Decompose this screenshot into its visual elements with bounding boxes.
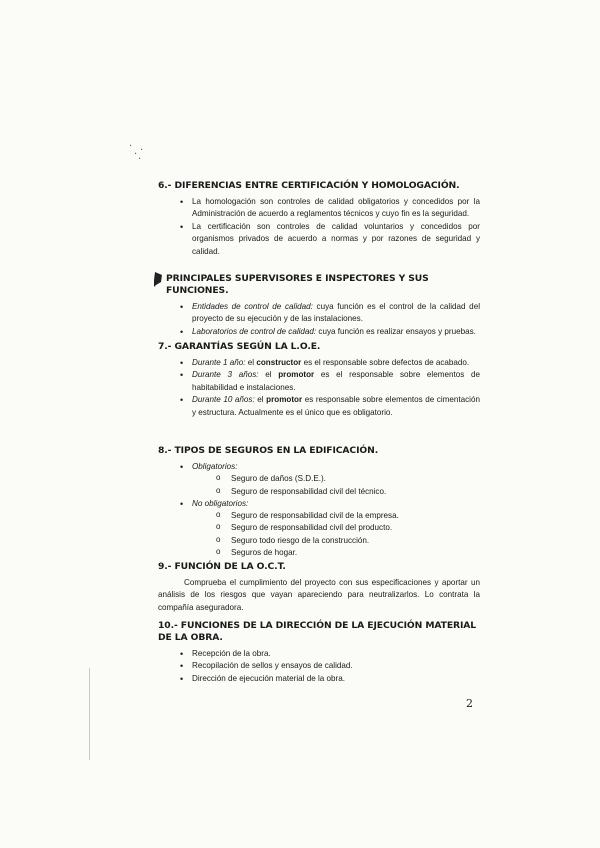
- section-9-heading: 9.- FUNCIÓN DE LA O.C.T.: [158, 561, 286, 572]
- section-supervisors-list: [158, 301, 480, 338]
- section-6-list: [158, 196, 480, 258]
- section-10-list: [158, 648, 480, 685]
- scan-speck: ·: [129, 141, 133, 152]
- section-6: [158, 180, 480, 258]
- sub-list-item: o Seguro de daños (S.D.E.).: [216, 473, 480, 485]
- sub-list-item: o Seguro todo riesgo de la construcción.: [216, 535, 480, 547]
- list-item: • La homologación son controles de calidad obligatorios y concedidos por la Administración de acuerdo a reglamentos técnicos y cuyo fin es la seguridad.: [180, 196, 480, 221]
- group-label: Obligatorios:: [192, 462, 238, 471]
- group-label: No obligatorios:: [192, 498, 249, 508]
- list-item: • Laboratorios de control de calidad: cuya función es realizar ensayos y pruebas.: [180, 326, 480, 338]
- scan-margin-line: [89, 668, 90, 760]
- list-item: • Recopilación de sellos y ensayos de calidad.: [180, 660, 480, 672]
- section-7-list: [158, 357, 480, 419]
- list-item: • Durante 1 año: el constructor es el responsable sobre defectos de acabado.: [180, 357, 480, 369]
- section-10: [158, 620, 480, 685]
- scan-speck: ·: [140, 145, 144, 156]
- page-number: 2: [466, 697, 473, 710]
- section-supervisors: [158, 273, 480, 338]
- list-item: • Dirección de ejecución material de la obra.: [180, 673, 480, 685]
- list-item: [180, 461, 480, 498]
- scan-speck: ·: [134, 149, 138, 160]
- section-8: [158, 445, 480, 559]
- section-10-heading: 10.- FUNCIONES DE LA DIRECCIÓN DE LA EJECUCIÓN MATERIAL DE LA OBRA.: [158, 620, 477, 643]
- section-7: [158, 341, 480, 419]
- list-item: • Recepción de la obra.: [180, 648, 480, 660]
- scan-speck: ·: [138, 154, 142, 165]
- sub-list-item: o Seguro de responsabilidad civil del producto.: [216, 522, 480, 534]
- list-item: • La certificación son controles de calidad voluntarios y concedidos por organismos privados de acuerdo a normas y por razones de seguridad y calidad.: [180, 221, 480, 258]
- list-item: • Durante 10 años: el promotor es responsable sobre elementos de cimentación y estructura. Actualmente es el único que es obligatorio.: [180, 394, 480, 419]
- list-item: • Durante 3 años: el promotor es el responsable sobre elementos de habitabilidad e instalaciones.: [180, 369, 480, 394]
- sub-list-item: o Seguro de responsabilidad civil de la empresa.: [216, 510, 480, 522]
- list-item: [180, 498, 480, 559]
- section-7-heading: 7.- GARANTÍAS SEGÚN LA L.O.E.: [158, 341, 321, 352]
- section-8-list: [158, 461, 480, 559]
- sub-list-item: o Seguros de hogar.: [216, 547, 480, 559]
- section-9-paragraph: Comprueba el cumplimiento del proyecto con sus especificaciones y aportar un análisis de los riesgos que vayan apareciendo para neutralizarlos. Lo contrata la compañía aseguradora.: [158, 578, 480, 612]
- sub-list: [192, 473, 480, 497]
- section-6-heading: 6.- DIFERENCIAS ENTRE CERTIFICACIÓN Y HOMOLOGACIÓN.: [158, 180, 460, 191]
- section-8-heading: 8.- TIPOS DE SEGUROS EN LA EDIFICACIÓN.: [158, 445, 379, 456]
- section-9: [158, 561, 480, 614]
- sub-list: [192, 510, 480, 559]
- sub-list-item: o Seguro de responsabilidad civil del técnico.: [216, 486, 480, 498]
- list-item: • Entidades de control de calidad: cuya función es el control de la calidad del proyecto de su ejecución y de las instalaciones.: [180, 301, 480, 326]
- section-supervisors-heading: PRINCIPALES SUPERVISORES E INSPECTORES Y SUS FUNCIONES.: [166, 273, 429, 296]
